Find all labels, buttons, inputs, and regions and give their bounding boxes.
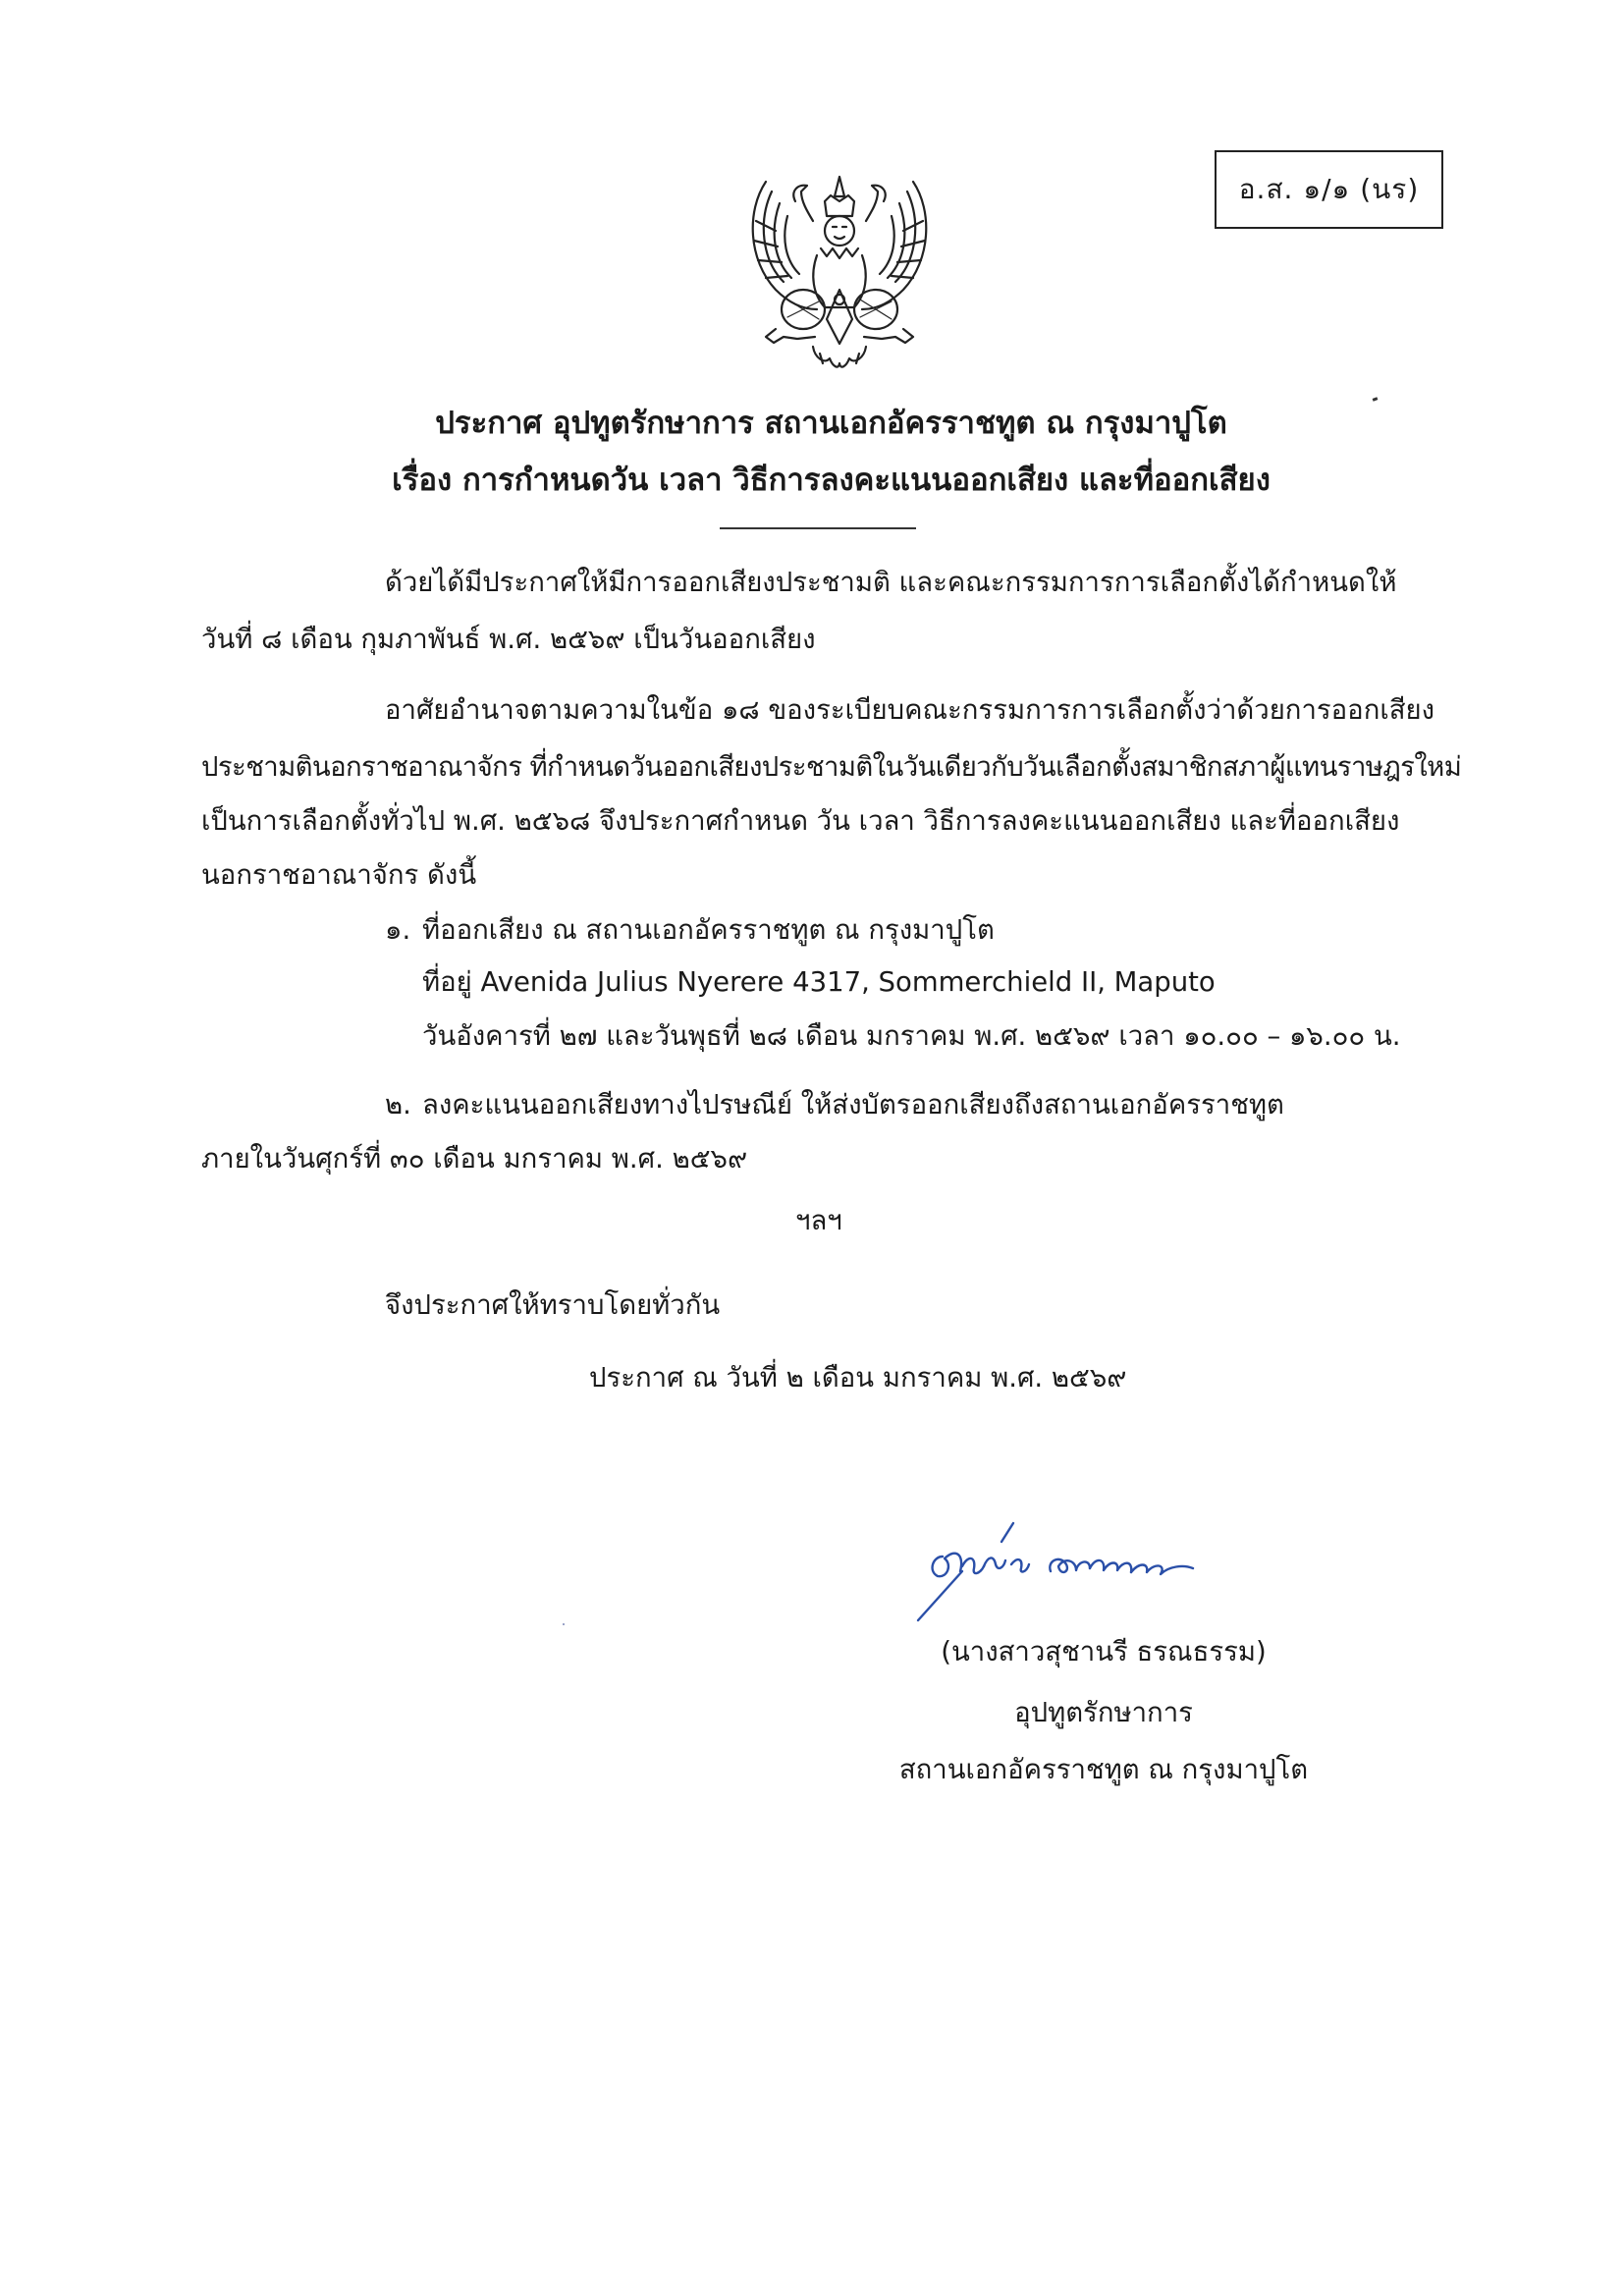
item-2-line-1: ลงคะแนนออกเสียงทางไปรษณีย์ ให้ส่งบัตรออกเสียงถึงสถานเอกอัครราชทูต: [422, 1089, 1284, 1121]
paragraph-1-line-2: วันที่ ๘ เดือน กุมภาพันธ์ พ.ศ. ๒๕๖๙ เป็นวันออกเสียง: [201, 624, 816, 655]
signatory-name: (นางสาวสุชานรี ธรณธรรม): [941, 1636, 1267, 1667]
announcement-date: ประกาศ ณ วันที่ ๒ เดือน มกราคม พ.ศ. ๒๕๖๙: [589, 1362, 1127, 1394]
paragraph-2-line-4: นอกราชอาณาจักร ดังนี้: [201, 859, 477, 891]
paragraph-2-line-1: อาศัยอำนาจตามความในข้อ ๑๘ ของระเบียบคณะกรรมการการเลือกตั้งว่าด้วยการออกเสียง: [385, 694, 1435, 726]
form-code: อ.ส. ๑/๑ (นร): [1238, 173, 1420, 205]
paragraph-2-line-2: ประชามตินอกราชอาณาจักร ที่กำหนดวันออกเสียงประชามติในวันเดียวกับวันเลือกตั้งสมาชิกสภาผู้แทนราษฎรใหม่: [201, 751, 1462, 783]
signatory-office: สถานเอกอัครราชทูต ณ กรุงมาปูโต: [898, 1754, 1309, 1785]
title-divider: [720, 527, 916, 529]
item-2-number: ๒.: [385, 1089, 411, 1121]
paragraph-1-line-1: ด้วยได้มีประกาศให้มีการออกเสียงประชามติ และคณะกรรมการการเลือกตั้งได้กำหนดให้: [385, 567, 1397, 598]
item-1-line-1: ที่ออกเสียง ณ สถานเอกอัครราชทูต ณ กรุงมาปูโต: [422, 914, 995, 946]
item-1-number: ๑.: [385, 914, 411, 946]
paragraph-2-line-3: เป็นการเลือกตั้งทั่วไป พ.ศ. ๒๕๖๘ จึงประกาศกำหนด วัน เวลา วิธีการลงคะแนนออกเสียง และที่ออกเสียง: [201, 805, 1400, 837]
item-1-address: ที่อยู่ Avenida Julius Nyerere 4317, Sommerchield II, Maputo: [422, 966, 1216, 998]
item-1-dates: วันอังคารที่ ๒๗ และวันพุธที่ ๒๘ เดือน มกราคม พ.ศ. ๒๕๖๙ เวลา ๑๐.๐๐ – ๑๖.๐๐ น.: [422, 1020, 1401, 1052]
closing-statement: จึงประกาศให้ทราบโดยทั่วกัน: [385, 1289, 721, 1321]
scan-speck: [563, 1623, 565, 1625]
announcement-title: ประกาศ อุปทูตรักษาการ สถานเอกอัครราชทูต ณ กรุงมาปูโต: [435, 406, 1227, 441]
form-code-box: [1215, 150, 1443, 229]
etc-mark: ฯลฯ: [795, 1205, 842, 1236]
signature-scribble-icon: [903, 1517, 1237, 1635]
item-2-line-2: ภายในวันศุกร์ที่ ๓๐ เดือน มกราคม พ.ศ. ๒๕๖๙: [201, 1143, 748, 1175]
signatory-position: อุปทูตรักษาการ: [1014, 1697, 1193, 1728]
garuda-emblem-icon: [736, 162, 943, 373]
announcement-subject: เรื่อง การกำหนดวัน เวลา วิธีการลงคะแนนออกเสียง และที่ออกเสียง: [392, 463, 1271, 498]
